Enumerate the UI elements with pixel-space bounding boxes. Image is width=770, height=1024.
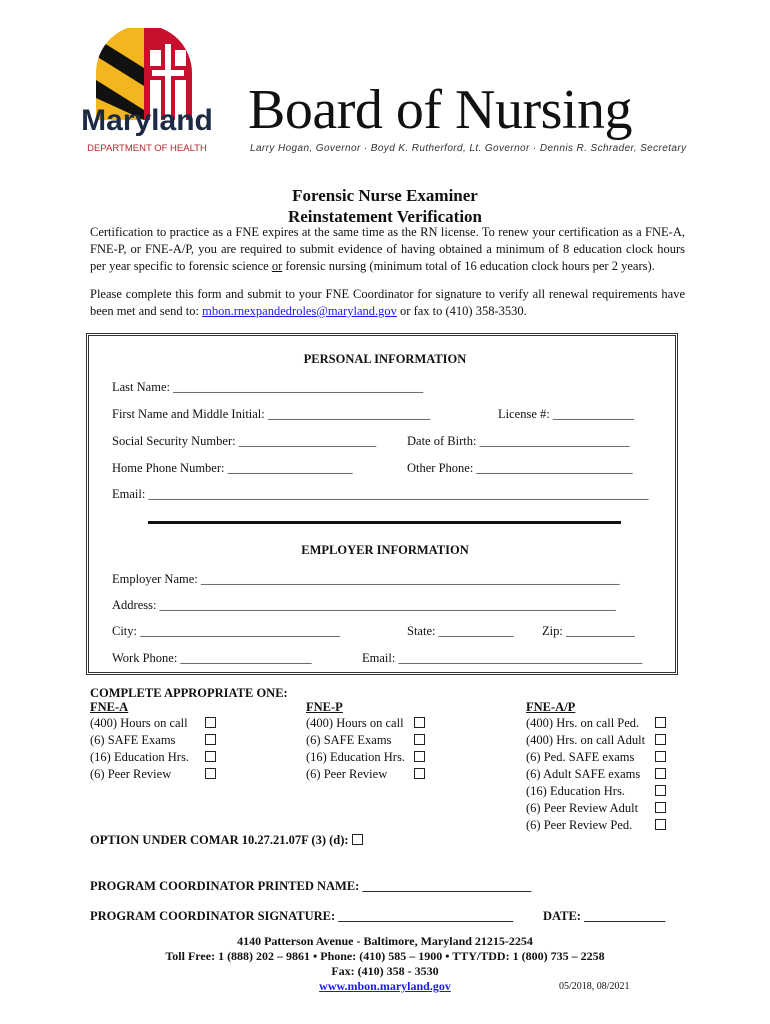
list-item: (400) Hrs. on call Ped.	[526, 716, 640, 730]
city-field[interactable]: City: ________________________________	[112, 624, 341, 638]
checkbox[interactable]	[205, 751, 216, 762]
logo-wordmark: Maryland	[81, 104, 213, 137]
checkbox[interactable]	[414, 768, 425, 779]
officials-line: Larry Hogan, Governor · Boyd K. Rutherford, Lt. Governor · Dennis R. Schrader, Secretary	[250, 143, 687, 154]
list-item: (16) Education Hrs.	[306, 750, 405, 764]
work-phone-field[interactable]: Work Phone: _____________________	[112, 651, 312, 665]
fne-a-checkboxes	[205, 715, 216, 783]
list-item: (6) Peer Review Adult	[526, 801, 639, 815]
list-item: (6) Adult SAFE exams	[526, 767, 641, 781]
list-item: (6) SAFE Exams	[90, 733, 176, 747]
fne-ap-checkboxes	[655, 715, 666, 834]
page-title: Board of Nursing	[248, 79, 632, 141]
section-divider	[148, 521, 621, 524]
checkbox[interactable]	[414, 717, 425, 728]
revision-date: 05/2018, 08/2021	[559, 981, 630, 992]
checkbox[interactable]	[205, 768, 216, 779]
state-field[interactable]: State: ____________	[407, 624, 514, 638]
date-field[interactable]: DATE: _____________	[543, 909, 666, 923]
fne-ap-list	[526, 715, 645, 834]
footer-address: 4140 Patterson Avenue - Baltimore, Maryland 21215-2254	[237, 934, 533, 948]
fne-ap-title: FNE-A/P	[526, 700, 576, 714]
list-item: (6) Ped. SAFE exams	[526, 750, 635, 764]
employer-info-heading: EMPLOYER INFORMATION	[301, 543, 469, 557]
list-item: (16) Education Hrs.	[90, 750, 189, 764]
fne-p-checkboxes	[414, 715, 425, 783]
other-phone-field[interactable]: Other Phone: _________________________	[407, 461, 633, 475]
first-name-field[interactable]: First Name and Middle Initial: __________________________	[112, 407, 431, 421]
email-field[interactable]: Email: ________________________________________________________________________________	[112, 487, 649, 501]
list-item: (6) SAFE Exams	[306, 733, 392, 747]
checkbox[interactable]	[205, 734, 216, 745]
coordinator-printed-name-field[interactable]: PROGRAM COORDINATOR PRINTED NAME: ___________________________	[90, 879, 532, 893]
list-item: (6) Peer Review	[90, 767, 172, 781]
checkbox[interactable]	[414, 734, 425, 745]
fne-a-list	[90, 715, 189, 783]
last-name-field[interactable]: Last Name: ________________________________________	[112, 380, 424, 394]
email-link[interactable]: mbon.rnexpandedroles@maryland.gov	[202, 304, 397, 318]
employer-email-field[interactable]: Email: _______________________________________	[362, 651, 643, 665]
footer-phones: Toll Free: 1 (888) 202 – 9861 • Phone: (410) 585 – 1900 • TTY/TDD: 1 (800) 735 – 2258	[165, 949, 605, 963]
list-item: (6) Peer Review	[306, 767, 388, 781]
footer-website-row	[0, 979, 770, 994]
logo-subtext: DEPARTMENT OF HEALTH	[87, 143, 207, 154]
list-item: (400) Hrs. on call Adult	[526, 733, 646, 747]
website-link[interactable]: www.mbon.maryland.gov	[319, 979, 451, 993]
form-title: Forensic Nurse Examiner	[292, 186, 478, 205]
license-field[interactable]: License #: _____________	[498, 407, 635, 421]
zip-field[interactable]: Zip: ___________	[542, 624, 635, 638]
instructions-paragraph: Please complete this form and submit to your FNE Coordinator for signature to verify all renewal requirements have been met and send to: mbon.rnexpandedroles@maryland.gov or fax to (410) 358-3530.	[90, 287, 685, 318]
maryland-logo	[62, 28, 232, 158]
checkbox[interactable]	[655, 768, 666, 779]
fne-p-list	[306, 715, 405, 783]
home-phone-field[interactable]: Home Phone Number: ____________________	[112, 461, 353, 475]
checkbox[interactable]	[205, 717, 216, 728]
comar-option: OPTION UNDER COMAR 10.27.21.07F (3) (d):	[90, 832, 363, 849]
employer-name-field[interactable]: Employer Name: ___________________________________________________________________	[112, 572, 620, 586]
personal-info-heading: PERSONAL INFORMATION	[303, 352, 467, 366]
footer-fax: Fax: (410) 358 - 3530	[331, 964, 439, 978]
list-item: (6) Peer Review Ped.	[526, 818, 633, 832]
checkbox[interactable]	[655, 819, 666, 830]
checkbox[interactable]	[414, 751, 425, 762]
comar-checkbox[interactable]	[352, 834, 363, 845]
list-item: (400) Hours on call	[306, 716, 404, 730]
ssn-field[interactable]: Social Security Number: ______________________	[112, 434, 377, 448]
checkbox[interactable]	[655, 802, 666, 813]
options-heading: COMPLETE APPROPRIATE ONE:	[90, 686, 288, 700]
checkbox[interactable]	[655, 785, 666, 796]
fne-p-title: FNE-P	[306, 700, 343, 714]
form-subtitle: Reinstatement Verification	[287, 207, 483, 226]
dob-field[interactable]: Date of Birth: ________________________	[407, 434, 630, 448]
maryland-flag-emblem	[62, 28, 232, 158]
checkbox[interactable]	[655, 734, 666, 745]
intro-paragraph: Certification to practice as a FNE expires at the same time as the RN license. To renew your certification as a FNE-A, FNE-P, or FNE-A/P, you are required to submit evidence of having obtained a minimum of 8 education clock hours per year specific to forensic science or forensic nursing (minimum total of 16 education clock hours per 2 years).	[90, 225, 685, 273]
list-item: (16) Education Hrs.	[526, 784, 625, 798]
fne-a-title: FNE-A	[90, 700, 129, 714]
list-item: (400) Hours on call	[90, 716, 188, 730]
coordinator-signature-field[interactable]: PROGRAM COORDINATOR SIGNATURE: ____________________________	[90, 909, 514, 923]
checkbox[interactable]	[655, 751, 666, 762]
address-field[interactable]: Address: _________________________________________________________________________	[112, 598, 616, 612]
checkbox[interactable]	[655, 717, 666, 728]
